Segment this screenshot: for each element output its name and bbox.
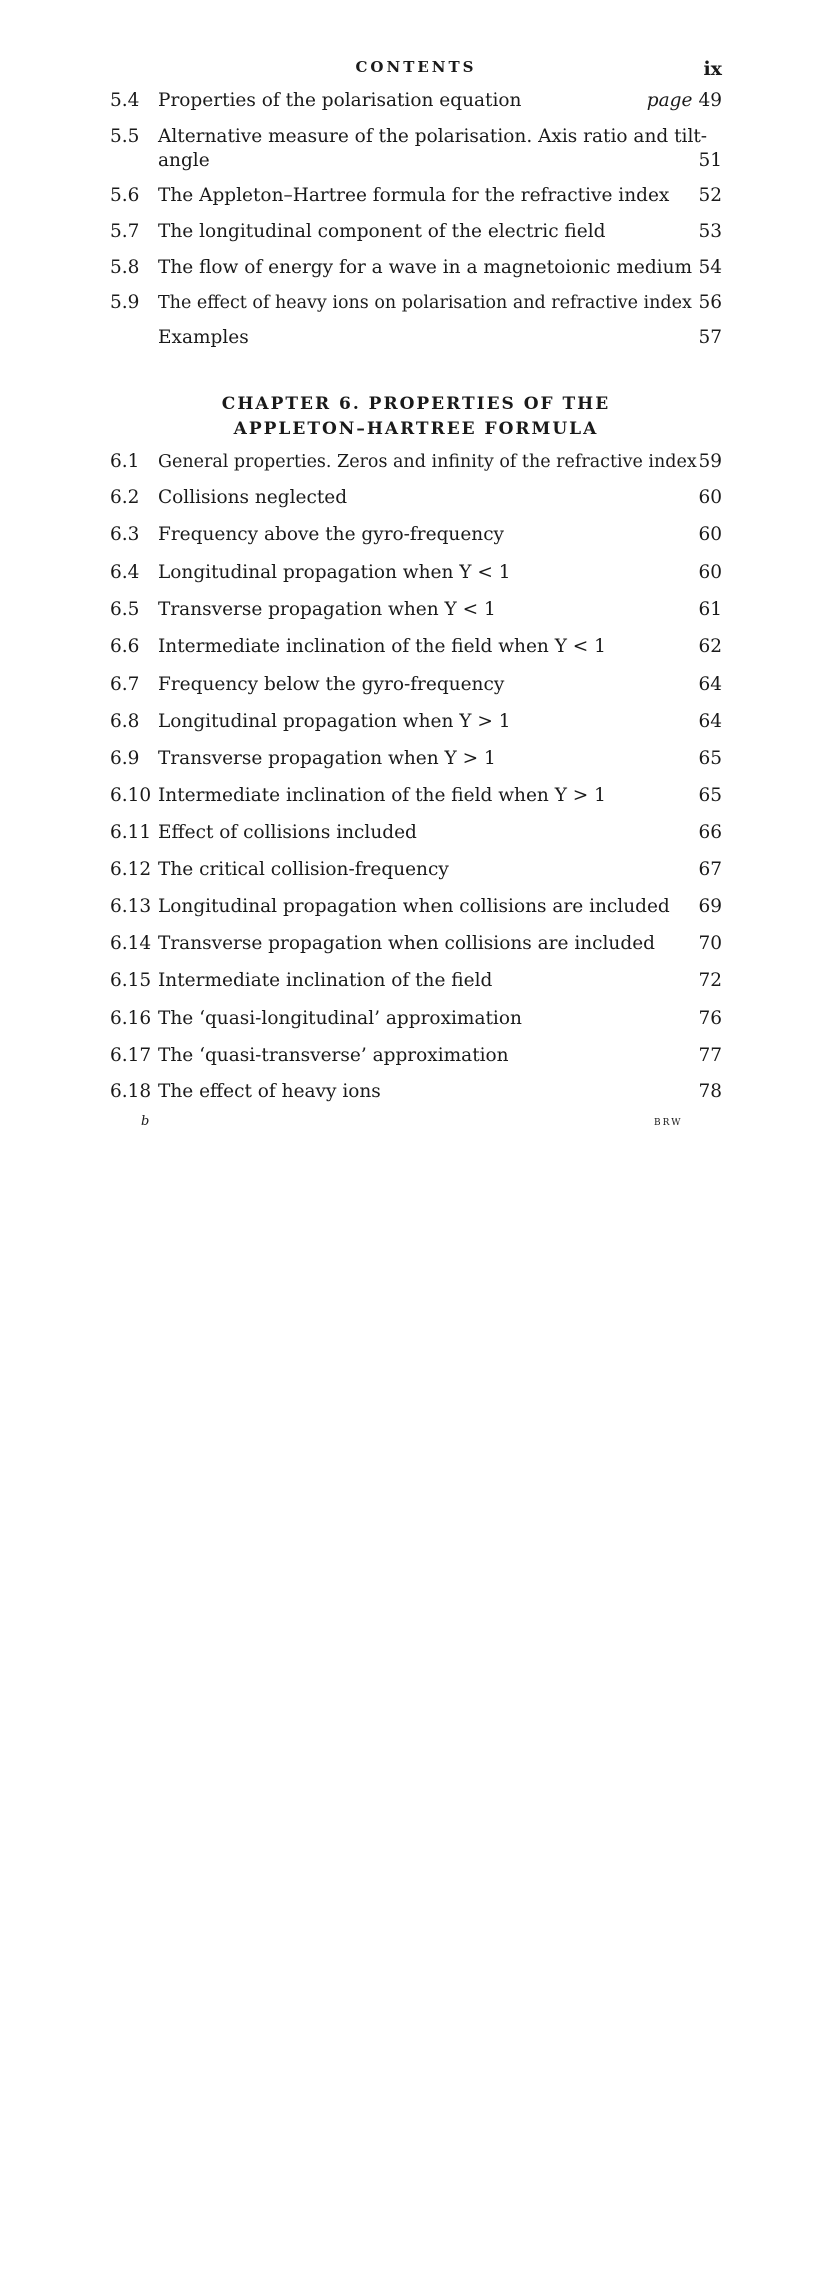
entry-number: 6.5	[110, 599, 140, 620]
entry-page: 65	[698, 748, 722, 769]
signature-mark: b	[141, 1114, 150, 1129]
toc-entry	[110, 634, 722, 660]
entry-page: 76	[698, 1008, 722, 1029]
entry-page: 62	[698, 636, 722, 657]
entry-title: Longitudinal propagation when collisions are included	[158, 896, 670, 917]
chapter-heading-line-1: CHAPTER 6. PROPERTIES OF THE	[221, 394, 611, 414]
entry-title: The effect of heavy ions on polarisation and refractive index	[158, 293, 692, 313]
entry-title: The Appleton–Hartree formula for the refractive index	[158, 185, 670, 206]
entry-page: 57	[698, 327, 722, 348]
entry-page: 66	[698, 822, 722, 843]
entry-title: The effect of heavy ions	[158, 1081, 381, 1102]
entry-title: Transverse propagation when collisions are included	[158, 933, 655, 954]
entry-title: Intermediate inclination of the field when Y > 1	[158, 785, 606, 806]
entry-number: 6.6	[110, 636, 140, 657]
page-number: ix	[703, 58, 722, 80]
header-title: CONTENTS	[355, 58, 477, 76]
entry-number: 6.11	[110, 822, 152, 843]
entry-title: Examples	[158, 327, 249, 348]
entry-number: 5.7	[110, 221, 140, 242]
toc-entry	[110, 255, 722, 281]
entry-number: 6.14	[110, 933, 152, 954]
chapter-heading-line-2: APPLETON–HARTREE FORMULA	[233, 419, 599, 439]
entry-number: 6.15	[110, 970, 152, 991]
entry-number: 6.18	[110, 1081, 152, 1102]
entry-page: 67	[698, 859, 722, 880]
entry-title: Alternative measure of the polarisation. Axis ratio and tilt-	[158, 126, 708, 147]
entry-page: 77	[698, 1045, 722, 1066]
entry-title-continued: angle	[158, 150, 210, 171]
entry-number: 5.4	[110, 90, 140, 111]
entry-page: 54	[698, 257, 722, 278]
entry-page: 72	[698, 970, 722, 991]
toc-entry	[110, 183, 722, 209]
toc-entry	[110, 449, 722, 475]
entry-number: 5.9	[110, 292, 140, 313]
toc-entry	[110, 672, 722, 698]
toc-entry	[110, 325, 722, 351]
entry-title: The longitudinal component of the electric field	[158, 221, 606, 242]
entry-title: Effect of collisions included	[158, 822, 417, 843]
toc-entry	[110, 968, 722, 994]
entry-page: 56	[698, 292, 722, 313]
entry-title: Frequency above the gyro-frequency	[158, 524, 505, 545]
entry-title: The ‘quasi-longitudinal’ approximation	[158, 1008, 522, 1029]
entry-number: 6.12	[110, 859, 152, 880]
toc-entry	[110, 560, 722, 586]
entry-number: 6.1	[110, 451, 140, 472]
entry-page: 64	[698, 674, 722, 695]
toc-entry	[110, 522, 722, 548]
toc-entry	[110, 1006, 722, 1032]
entry-title: The critical collision-frequency	[158, 859, 449, 880]
entry-page: 78	[698, 1081, 722, 1102]
page-word: page	[646, 90, 693, 111]
entry-page: 60	[698, 487, 722, 508]
entry-page: 60	[698, 562, 722, 583]
entry-page: 52	[698, 185, 722, 206]
toc-entry	[110, 1079, 722, 1105]
toc-entry	[110, 709, 722, 735]
entry-page: 64	[698, 711, 722, 732]
entry-page: 70	[698, 933, 722, 954]
entry-page: 59	[698, 451, 722, 472]
entry-number: 6.8	[110, 711, 140, 732]
entry-title: Frequency below the gyro-frequency	[158, 674, 505, 695]
entry-title: Intermediate inclination of the field	[158, 970, 493, 991]
entry-title: Transverse propagation when Y < 1	[158, 599, 496, 620]
entry-page-number: 49	[698, 90, 722, 111]
entry-number: 5.6	[110, 185, 140, 206]
entry-number: 6.9	[110, 748, 140, 769]
entry-number: 5.8	[110, 257, 140, 278]
entry-page: 69	[698, 896, 722, 917]
entry-title: General properties. Zeros and infinity of the refractive index	[158, 452, 697, 472]
toc-entry	[110, 931, 722, 957]
toc-entry	[110, 857, 722, 883]
toc-entry	[110, 290, 722, 316]
toc-entry	[110, 124, 722, 150]
entry-title: Collisions neglected	[158, 487, 348, 508]
printer-initials: BRW	[654, 1118, 683, 1128]
toc-entry	[110, 219, 722, 245]
toc-entry	[110, 597, 722, 623]
entry-page: 60	[698, 524, 722, 545]
toc-entry	[110, 894, 722, 920]
toc-entry-continuation	[110, 148, 722, 174]
toc-entry	[110, 1043, 722, 1069]
entry-number: 6.17	[110, 1045, 152, 1066]
toc-entry	[110, 783, 722, 809]
entry-page: 61	[698, 599, 722, 620]
entry-title: Longitudinal propagation when Y < 1	[158, 562, 511, 583]
entry-number: 6.16	[110, 1008, 152, 1029]
toc-entry	[110, 485, 722, 511]
entry-title: Longitudinal propagation when Y > 1	[158, 711, 511, 732]
entry-page: 53	[698, 221, 722, 242]
toc-entry	[110, 820, 722, 846]
entry-number: 6.13	[110, 896, 152, 917]
entry-title: The ‘quasi-transverse’ approximation	[158, 1045, 509, 1066]
entry-page: 51	[698, 150, 722, 171]
entry-title: Intermediate inclination of the field when Y < 1	[158, 636, 606, 657]
entry-number: 6.3	[110, 524, 140, 545]
entry-number: 6.4	[110, 562, 140, 583]
entry-number: 6.2	[110, 487, 140, 508]
entry-number: 5.5	[110, 126, 140, 147]
entry-title: Transverse propagation when Y > 1	[158, 748, 496, 769]
entry-number: 6.7	[110, 674, 140, 695]
toc-entry	[110, 88, 722, 114]
entry-title: The flow of energy for a wave in a magnetoionic medium	[158, 257, 693, 278]
entry-title: Properties of the polarisation equation	[158, 90, 522, 111]
entry-page: 65	[698, 785, 722, 806]
toc-entry	[110, 746, 722, 772]
running-header	[110, 58, 722, 82]
entry-number: 6.10	[110, 785, 152, 806]
